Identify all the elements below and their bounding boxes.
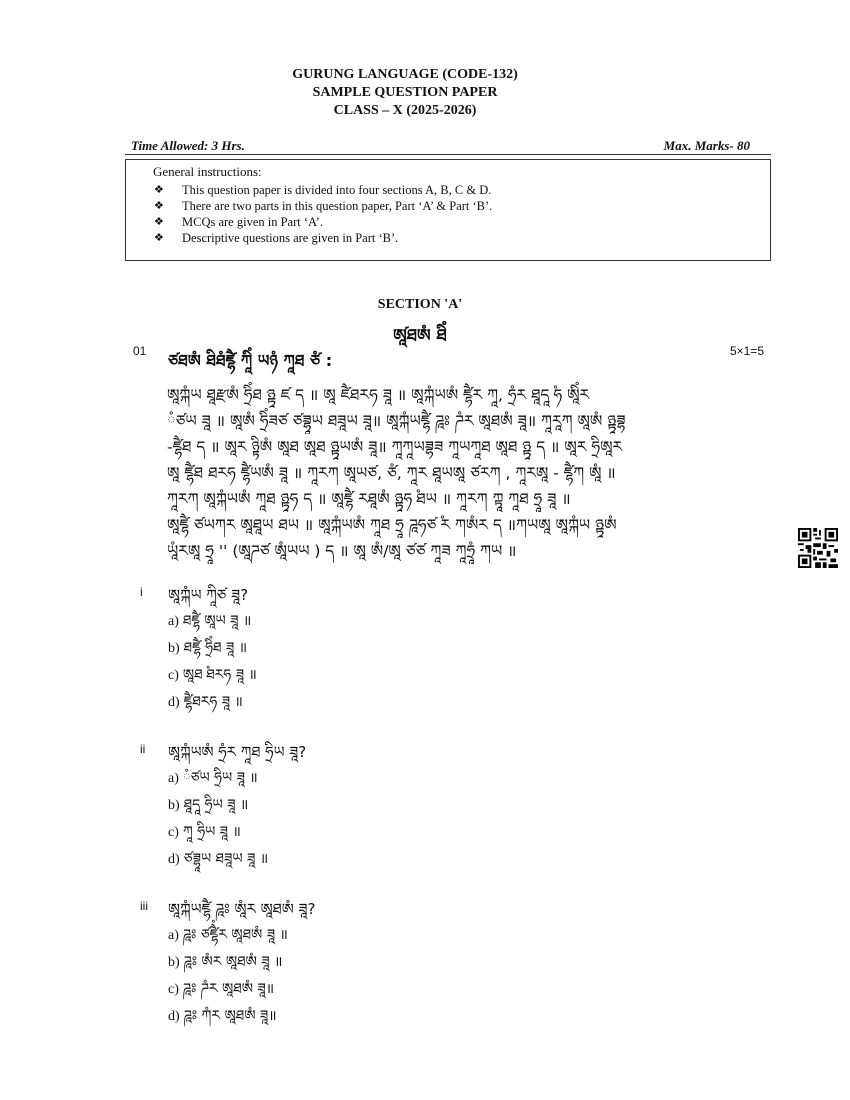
mcq-option[interactable]: c) ཨཱཐ ཾཐརཧ ཟཱ ॥ <box>168 667 257 683</box>
passage-line: ཡཱཾརཨཱ ཧྲཱ '' (ཨཱཌཙ ཨཱཾཡཡ ) ད ॥ ཨཱ ཨཾ/ཨཱ ཙཙ ཀཱཟ ཀཱཧྲཱཾ ཀཡ ॥ <box>167 542 517 560</box>
diamond-bullet-icon: ❖ <box>154 183 164 196</box>
mcq-option[interactable]: c) ཀཱ ཧྲིཡ ཟཱ ॥ <box>168 824 241 840</box>
mcq-question <box>168 739 306 873</box>
instruction-item: ❖ There are two parts in this question paper, Part ‘A’ & Part ‘B’. <box>154 199 493 213</box>
mcq-option[interactable]: c) ཌཱཿ ཌཾར ཨཱཐཨཾ ཟཱ॥ <box>168 981 275 997</box>
passage-line: -ཛྷཻཐ ད ॥ ཨཱར ཉྟིཨཾ ཨཱཐ ཨཱཐ ཉྟཱཡཨཾ ཟཱ॥ ཀཱཀཱཡཟྷཟ ཀཱཡཀཱཐ ཨཱཐ ཉྟཱ ད ॥ ཨཱར ཧྲིཨཱར <box>167 438 623 456</box>
diamond-bullet-icon: ❖ <box>154 215 164 228</box>
reading-passage <box>167 382 767 564</box>
instruction-item: ❖ MCQs are given in Part ‘A’. <box>154 215 323 229</box>
mcq-stem: ཨཱཀྐཾཡཨཾ ཧྲཾར ཀཱཐ ཧྲིཡ ཟཱ? <box>168 743 307 761</box>
diamond-bullet-icon: ❖ <box>154 199 164 212</box>
question-stem: ཙཐཨཾ ཐིཐཾཛྷཻ ཀཱིཾ ཡཉཾ ཀཱཐ ཙཾ : <box>168 351 333 370</box>
mcq-question <box>168 896 315 1030</box>
section-title: SECTION 'A' <box>377 297 463 312</box>
paper-title: GURUNG LANGUAGE (CODE-132) <box>292 67 518 82</box>
mcq-option[interactable]: b) ཐཱདཱ ཧྲིཡ ཟཱ ॥ <box>168 797 249 813</box>
section-script-title: ཨཱ༹ཐཨཾ ཐིཾ <box>393 326 447 346</box>
qr-code-icon <box>798 528 838 568</box>
instructions-list <box>154 182 492 246</box>
mcq-option[interactable]: b) ཌཱཿ ཨཾར ཨཱཐཨཾ ཟཱ ॥ <box>168 954 283 970</box>
passage-line: ཾཙཡ ཟཱ ॥ ཨཱཨཾ ཧྲིཾཟཙ ཙཟྷཱཡ ཐཟཱཡ ཟཱ॥ ཨཱཀྐཾཡཛྷཻ ཌཱཿ ཌཾར ཨཱཐཨཾ ཟཱ॥ ཀཱརཱཀ ཨཱཨཾ ཉྟཱཟྷ <box>167 412 626 430</box>
passage-line: ཨཱཛྷཻ ཙཡཀར ཨཱཐཱཡ ཐཡ ॥ ཨཱཀྐཾཡཨཾ ཀཱཐ ཧྲཱ ཌཱཧཙ ཾར ཀཨཾར ད ॥ཀཡཨཱ ཨཱཀྐཾཡ ཉྟཱཨཾ <box>167 516 617 534</box>
sub-question-number: iii <box>140 899 148 913</box>
paper-subtitle: SAMPLE QUESTION PAPER <box>312 85 498 100</box>
instructions-box <box>125 159 771 261</box>
mcq-option[interactable]: b) ཐཛྷཻ ཧྲིཾཐ ཟཱ ॥ <box>168 640 248 656</box>
sub-question-number: ii <box>140 742 146 756</box>
mcq-option[interactable]: d) ཙཟྷཱཡ ཐཟཱཡ ཟཱ ॥ <box>168 851 269 867</box>
mcq-option[interactable]: d) ཛྷཻཐརཧ ཟཱ ॥ <box>168 694 243 710</box>
mcq-stem: ཨཱཀྐཾཡཛྷཻ ཌཱཿ ཨཱཾར ཨཱཐཨཾ ཟཱ? <box>168 900 316 918</box>
mcq-option[interactable]: a) ཌཱཿ ཙཛྷཻཾར ཨཱཐཨཾ ཟཱ ॥ <box>168 927 288 943</box>
passage-line: ཨཱ ཛྷཻཐ ཐརཧ ཛྷཻཡཨཾ ཟཱ ॥ ཀཱརཀ ཨཱཡཙ, ཙཾ, ཀཱར ཐཱཡཨཱ ཙརཀ , ཀཱརཨཱ - ཛྷཻཀ ཨཱཾ ॥ <box>167 464 616 482</box>
mcq-option[interactable]: a) ཾཙཡ ཧྲིཡ ཟཱ ॥ <box>168 770 258 786</box>
passage-line: ཀཱརཀ ཨཱཀྐཾཡཨཾ ཀཱཐ ཉྟཱཧ ད ॥ ཨཱཛྷཻ རཐཱཨཾ ཉྟཱཧ ཾཐཡ ॥ ཀཱརཀ ཀྟཱ ཀཱཐ ཧྲཱ ཟཱ ॥ <box>167 490 571 508</box>
class-line: CLASS – X (2025-2026) <box>333 103 477 118</box>
instruction-item: ❖ This question paper is divided into four sections A, B, C & D. <box>154 183 492 197</box>
mcq-option[interactable]: a) ཐཛྷཻ ཨཱཡ ཟཱ ॥ <box>168 613 252 629</box>
instruction-item: ❖ Descriptive questions are given in Part ‘B’. <box>154 231 399 245</box>
diamond-bullet-icon: ❖ <box>154 231 164 244</box>
question-number: 01 <box>133 344 147 358</box>
header-rule <box>125 154 771 155</box>
mcq-option[interactable]: d) ཌཱཿ ཀཾར ཨཱཐཨཾ ཟཱ॥ <box>168 1008 277 1024</box>
question-marks: 5×1=5 <box>729 344 764 358</box>
sub-question-number: i <box>140 585 143 599</box>
max-marks: Max. Marks- 80 <box>663 138 750 153</box>
mcq-stem: ཨཱཀྐཾཡ ཀཱིཙ ཟཱ? <box>168 586 249 604</box>
time-allowed: Time Allowed: 3 Hrs. <box>131 138 245 153</box>
mcq-question <box>168 582 257 716</box>
instructions-title: General instructions: <box>153 164 262 179</box>
passage-line: ཨཱཀྐཾཡ ཐཱརྫཨཾ ཧྲིཾཐ ཉྟཱ ཛ ད ॥ ཨཱ ཛཻཐརཧ ཟཱ ॥ ཨཱཀྐཾཡཨཾ ཛྷཻཾར ཀཱ, ཧྲཾར ཐཱདཱ ཾཧ ཨཱིཾར <box>167 386 590 404</box>
